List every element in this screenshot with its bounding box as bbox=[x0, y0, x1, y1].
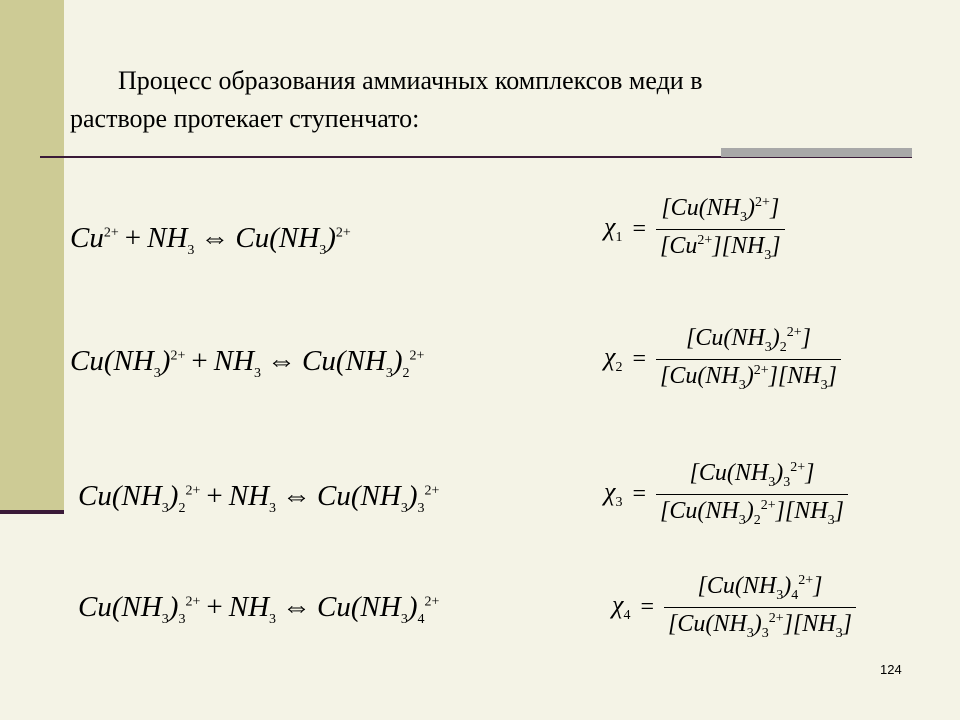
slide-title bbox=[70, 62, 870, 138]
formula-text: ) bbox=[168, 591, 179, 623]
plus-operator: + bbox=[191, 345, 208, 377]
constant-index: 1 bbox=[615, 230, 623, 246]
formula-text: ] bbox=[813, 573, 823, 599]
formula-text: [Cu(NH bbox=[660, 362, 739, 389]
equilibrium-arrow-icon: ⇔ bbox=[267, 345, 297, 377]
subscript-index: 3 bbox=[153, 365, 161, 381]
formula-text: ][NH bbox=[768, 362, 821, 389]
plus-operator: + bbox=[206, 591, 223, 623]
subscript-index: 2 bbox=[178, 500, 186, 516]
constant-4 bbox=[612, 573, 856, 642]
formula-text: Cu(NH bbox=[70, 345, 154, 377]
superscript-charge: 2+ bbox=[760, 497, 776, 513]
equals-sign: = bbox=[640, 593, 654, 620]
fraction-numerator bbox=[694, 573, 827, 607]
formula-text: ) bbox=[160, 345, 171, 377]
superscript-charge: 2+ bbox=[103, 225, 119, 241]
formula-text: ][NH bbox=[783, 610, 836, 637]
subscript-index: 2 bbox=[402, 365, 410, 381]
subscript-index: 3 bbox=[827, 512, 835, 528]
title-line-1: Процесс образования аммиачных комплексов меди в bbox=[118, 66, 703, 95]
constant-index: 2 bbox=[615, 360, 623, 376]
title-divider-accent bbox=[721, 148, 912, 157]
constant-index: 4 bbox=[623, 608, 631, 624]
subscript-index: 3 bbox=[161, 500, 169, 516]
formula-text: ][NH bbox=[775, 497, 828, 524]
formula-text: ] bbox=[771, 232, 781, 259]
superscript-charge: 2+ bbox=[424, 594, 440, 610]
constant-index: 3 bbox=[615, 495, 623, 511]
superscript-charge: 2+ bbox=[768, 610, 784, 626]
formula-text: Cu(NH bbox=[235, 222, 320, 254]
subscript-index: 3 bbox=[835, 625, 843, 641]
chi-symbol: χ bbox=[604, 477, 616, 507]
stability-constant-symbol bbox=[604, 477, 622, 511]
title-line-2: растворе протекает ступенчато: bbox=[70, 104, 420, 133]
superscript-charge: 2+ bbox=[790, 460, 806, 475]
superscript-charge: 2+ bbox=[185, 594, 201, 610]
formula-text: [Cu(NH bbox=[697, 573, 777, 599]
chi-symbol: χ bbox=[604, 212, 616, 242]
fraction bbox=[656, 325, 841, 394]
formula-text: ) bbox=[407, 480, 418, 512]
subscript-index: 3 bbox=[269, 500, 277, 516]
subscript-index: 3 bbox=[417, 500, 425, 516]
equals-sign: = bbox=[632, 480, 646, 507]
subscript-index: 3 bbox=[254, 365, 262, 381]
plus-operator: + bbox=[124, 222, 142, 254]
fraction-numerator bbox=[657, 195, 783, 229]
subscript-index: 2 bbox=[753, 512, 761, 528]
subscript-index: 3 bbox=[820, 377, 828, 393]
formula-text: ) bbox=[771, 325, 780, 351]
formula-text: ] bbox=[827, 362, 837, 389]
chi-symbol: χ bbox=[612, 590, 624, 620]
equals-sign: = bbox=[632, 345, 646, 372]
fraction-denominator bbox=[656, 229, 785, 264]
subscript-index: 3 bbox=[761, 625, 769, 641]
superscript-charge: 2+ bbox=[755, 195, 770, 210]
constant-2 bbox=[604, 325, 841, 394]
fraction-numerator bbox=[682, 325, 815, 359]
subscript-index: 4 bbox=[417, 611, 425, 627]
fraction-denominator bbox=[664, 607, 856, 642]
formula-text: NH bbox=[147, 222, 188, 254]
stability-constant-symbol bbox=[612, 590, 630, 624]
subscript-index: 3 bbox=[178, 611, 186, 627]
subscript-index: 3 bbox=[161, 611, 169, 627]
superscript-charge: 2+ bbox=[409, 348, 425, 364]
subscript-index: 3 bbox=[400, 611, 408, 627]
equilibrium-arrow-icon: ⇔ bbox=[200, 222, 230, 254]
formula-text: ] bbox=[834, 497, 844, 524]
subscript-index: 3 bbox=[400, 500, 408, 516]
formula-text: ) bbox=[747, 195, 756, 221]
formula-text: ) bbox=[745, 362, 754, 389]
constant-3 bbox=[604, 460, 848, 529]
superscript-charge: 2+ bbox=[170, 348, 186, 364]
formula-text: Cu(NH bbox=[317, 480, 401, 512]
subscript-index: 3 bbox=[768, 474, 776, 490]
constant-1 bbox=[604, 195, 785, 264]
formula-text: NH bbox=[228, 591, 270, 623]
formula-text: ) bbox=[753, 610, 762, 637]
formula-text: Cu(NH bbox=[302, 345, 386, 377]
formula-text: ][NH bbox=[712, 232, 765, 259]
fraction-numerator bbox=[686, 460, 819, 494]
fraction bbox=[656, 460, 848, 529]
superscript-charge: 2+ bbox=[424, 483, 440, 499]
fraction bbox=[656, 195, 785, 264]
formula-text: ] bbox=[801, 325, 811, 351]
stability-constant-symbol bbox=[604, 212, 622, 246]
subscript-index: 3 bbox=[764, 247, 772, 263]
subscript-index: 3 bbox=[385, 365, 393, 381]
formula-text: ) bbox=[775, 460, 784, 486]
formula-text: [Cu(NH bbox=[686, 325, 765, 351]
formula-text: ] bbox=[769, 195, 780, 221]
formula-text: [Cu(NH bbox=[661, 195, 741, 221]
subscript-index: 3 bbox=[764, 339, 772, 355]
formula-text: Cu(NH bbox=[317, 591, 401, 623]
superscript-charge: 2+ bbox=[335, 225, 351, 241]
subscript-index: 2 bbox=[779, 339, 787, 355]
subscript-index: 3 bbox=[738, 512, 746, 528]
fraction-denominator bbox=[656, 494, 848, 529]
formula-text: ) bbox=[326, 222, 336, 254]
equation-1 bbox=[70, 222, 351, 259]
formula-text: Cu(NH bbox=[78, 480, 162, 512]
formula-text: Cu bbox=[70, 222, 104, 254]
formula-text: Cu(NH bbox=[78, 591, 162, 623]
formula-text: NH bbox=[228, 480, 270, 512]
formula-text: [Cu(NH bbox=[660, 497, 739, 524]
subscript-index: 3 bbox=[269, 611, 277, 627]
subscript-index: 3 bbox=[776, 587, 784, 603]
formula-text: ] bbox=[805, 460, 815, 486]
superscript-charge: 2+ bbox=[786, 325, 802, 340]
subscript-index: 3 bbox=[746, 625, 754, 641]
fraction bbox=[664, 573, 856, 642]
formula-text: ) bbox=[168, 480, 179, 512]
page-number: 124 bbox=[880, 662, 902, 677]
subscript-index: 3 bbox=[783, 474, 791, 490]
stability-constant-symbol bbox=[604, 342, 622, 376]
subscript-index: 3 bbox=[187, 242, 195, 258]
subscript-index: 4 bbox=[791, 587, 799, 603]
equilibrium-arrow-icon: ⇔ bbox=[282, 591, 312, 623]
equals-sign: = bbox=[632, 215, 646, 242]
equilibrium-arrow-icon: ⇔ bbox=[282, 480, 312, 512]
superscript-charge: 2+ bbox=[798, 573, 814, 588]
equation-3 bbox=[78, 480, 439, 517]
formula-text: ) bbox=[392, 345, 403, 377]
left-accent-bar bbox=[0, 0, 64, 512]
formula-text: ] bbox=[842, 610, 852, 637]
formula-text: ) bbox=[745, 497, 754, 524]
superscript-charge: 2+ bbox=[753, 362, 769, 378]
formula-text: ) bbox=[783, 573, 792, 599]
formula-text: ) bbox=[407, 591, 418, 623]
superscript-charge: 2+ bbox=[185, 483, 201, 499]
formula-text: [Cu(NH bbox=[689, 460, 769, 486]
formula-text: [Cu(NH bbox=[668, 610, 747, 637]
left-accent-line bbox=[0, 510, 64, 514]
plus-operator: + bbox=[206, 480, 223, 512]
chi-symbol: χ bbox=[604, 342, 616, 372]
subscript-index: 3 bbox=[740, 209, 748, 225]
subscript-index: 3 bbox=[738, 377, 746, 393]
fraction-denominator bbox=[656, 359, 841, 394]
subscript-index: 3 bbox=[319, 242, 327, 258]
superscript-charge: 2+ bbox=[697, 232, 713, 248]
equation-4 bbox=[78, 591, 439, 628]
equation-2 bbox=[70, 345, 424, 382]
formula-text: NH bbox=[213, 345, 255, 377]
formula-text: [Cu bbox=[660, 232, 698, 259]
